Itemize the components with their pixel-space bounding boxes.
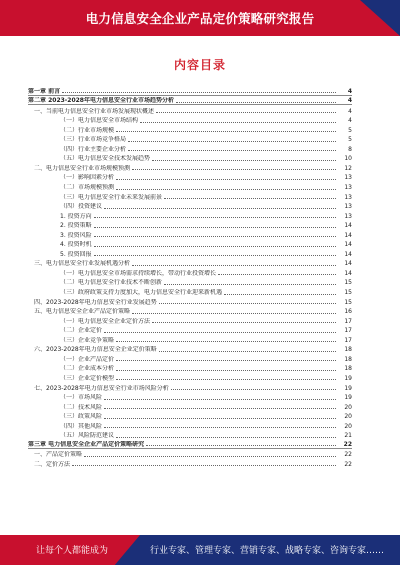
toc-entry-title: （四）其他风险	[60, 422, 103, 430]
toc-entry-title: 4. 投资时机	[60, 241, 92, 249]
toc-entry[interactable]	[28, 201, 352, 211]
toc-page-number: 17	[344, 336, 352, 344]
toc-entry-title: 五、电力信息安全企业产品定价策略	[34, 308, 131, 316]
toc-entry-title: （一）市场风险	[60, 394, 103, 402]
toc-entry-title: （一）企业产品定价	[60, 355, 115, 363]
toc-entry[interactable]	[28, 430, 352, 440]
toc-leader-dots	[94, 246, 336, 247]
toc-entry-title: 七、2023-2028年电力信息安全行业市场风险分析	[34, 384, 169, 392]
toc-entry[interactable]	[28, 363, 352, 373]
toc-entry-title: （一）电力信息安全市场结构	[60, 117, 139, 125]
toc-leader-dots	[218, 274, 336, 275]
toc-entry-title: （二）电力信息安全行业技术不断创新	[60, 279, 163, 287]
toc-leader-dots	[146, 445, 336, 446]
table-of-contents	[28, 86, 352, 468]
toc-page-number: 5	[348, 126, 352, 134]
toc-page-number: 22	[343, 440, 352, 448]
toc-entry-title: （五）电力信息安全技术发展趋势	[60, 155, 151, 163]
toc-page-number: 13	[344, 174, 352, 182]
toc-entry[interactable]	[28, 325, 352, 335]
toc-entry-title: （三）行业市场竞争格局	[60, 136, 127, 144]
toc-entry-title: （一）影响因素分析	[60, 174, 115, 182]
toc-page-number: 14	[344, 222, 352, 230]
footer-slogan: 让每个人都能成为	[36, 546, 109, 556]
toc-entry-title: （一）电力信息安全企业定价方法	[60, 317, 151, 325]
toc-entry-title: （三）企业定价模型	[60, 374, 115, 382]
toc-page-number: 20	[344, 413, 352, 421]
toc-entry[interactable]	[28, 86, 352, 96]
toc-entry-title: 四、2023-2028年电力信息安全行业发展趋势	[34, 298, 157, 306]
toc-leader-dots	[164, 198, 336, 199]
toc-entry-title: （二）企业成本分析	[60, 365, 115, 373]
toc-leader-dots	[116, 370, 336, 371]
toc-entry[interactable]	[28, 315, 352, 325]
toc-leader-dots	[176, 102, 336, 103]
toc-leader-dots	[152, 322, 336, 323]
toc-entry[interactable]	[28, 372, 352, 382]
toc-page-number: 13	[344, 212, 352, 220]
toc-entry[interactable]	[28, 248, 352, 258]
toc-leader-dots	[159, 303, 336, 304]
toc-leader-dots	[104, 427, 336, 428]
toc-entry-title: 2. 投资策略	[60, 222, 92, 230]
toc-page-number: 14	[344, 260, 352, 268]
toc-entry[interactable]	[28, 353, 352, 363]
toc-page-number: 8	[348, 145, 352, 153]
toc-entry[interactable]	[28, 392, 352, 402]
toc-entry[interactable]	[28, 411, 352, 421]
toc-leader-dots	[62, 92, 336, 93]
toc-entry[interactable]	[28, 439, 352, 449]
toc-entry[interactable]	[28, 220, 352, 230]
toc-entry-title: （三）政府政策支持力度加大，电力信息安全行业迎来新机遇	[60, 289, 223, 297]
toc-leader-dots	[156, 112, 336, 113]
toc-entry[interactable]	[28, 239, 352, 249]
toc-page-number: 4	[347, 87, 352, 95]
toc-leader-dots	[128, 141, 336, 142]
toc-entry[interactable]	[28, 210, 352, 220]
toc-entry-title: 第二章 2023-2028年电力信息安全行业市场趋势分析	[28, 97, 174, 105]
toc-page-number: 14	[344, 269, 352, 277]
report-title: 电力信息安全企业产品定价策略研究报告	[85, 11, 315, 26]
toc-page-number: 15	[344, 298, 352, 306]
toc-leader-dots	[94, 227, 336, 228]
toc-page-number: 12	[344, 164, 352, 172]
toc-leader-dots	[159, 351, 336, 352]
toc-page-number: 22	[344, 460, 352, 468]
toc-entry[interactable]	[28, 306, 352, 316]
toc-leader-dots	[72, 465, 336, 466]
toc-entry-title: （四）行业主要企业分析	[60, 145, 127, 153]
toc-leader-dots	[152, 160, 336, 161]
toc-page-number: 4	[348, 117, 352, 125]
toc-entry[interactable]	[28, 334, 352, 344]
toc-page-number: 13	[344, 184, 352, 192]
toc-leader-dots	[140, 122, 336, 123]
toc-entry[interactable]	[28, 153, 352, 163]
toc-entry[interactable]	[28, 344, 352, 354]
toc-leader-dots	[94, 217, 336, 218]
toc-leader-dots	[132, 169, 336, 170]
toc-entry[interactable]	[28, 382, 352, 392]
toc-entry[interactable]	[28, 401, 352, 411]
toc-entry[interactable]	[28, 449, 352, 459]
toc-entry-title: 二、定价方法	[34, 460, 71, 468]
toc-leader-dots	[164, 284, 336, 285]
toc-entry[interactable]	[28, 143, 352, 153]
toc-page-number: 4	[347, 97, 352, 105]
toc-page-number: 17	[344, 327, 352, 335]
toc-entry-title: 第一章 前言	[28, 87, 61, 95]
toc-leader-dots	[224, 294, 336, 295]
toc-entry-title: 5. 投资回报	[60, 250, 92, 258]
toc-leader-dots	[132, 265, 336, 266]
toc-page-number: 10	[344, 155, 352, 163]
toc-leader-dots	[84, 456, 336, 457]
toc-page-number: 20	[344, 422, 352, 430]
toc-entry-title: （三）电力信息安全行业未来发展前景	[60, 193, 163, 201]
toc-page-number: 5	[348, 136, 352, 144]
toc-leader-dots	[116, 360, 336, 361]
toc-page-number: 18	[344, 346, 352, 354]
toc-page-number: 4	[348, 107, 352, 115]
toc-leader-dots	[171, 389, 336, 390]
toc-page-number: 13	[344, 193, 352, 201]
toc-entry[interactable]	[28, 172, 352, 182]
toc-leader-dots	[104, 208, 336, 209]
toc-entry[interactable]	[28, 286, 352, 296]
toc-page-number: 13	[344, 203, 352, 211]
toc-entry[interactable]	[28, 191, 352, 201]
toc-leader-dots	[116, 437, 336, 438]
toc-page-number: 14	[344, 231, 352, 239]
toc-entry-title: 一、当前电力信息安全行业市场发展现状概述	[34, 107, 155, 115]
toc-entry-title: （二）行业市场规模	[60, 126, 115, 134]
toc-entry-title: （二）市场规模预测	[60, 184, 115, 192]
toc-page-number: 16	[344, 308, 352, 316]
toc-entry[interactable]	[28, 105, 352, 115]
toc-entry[interactable]	[28, 258, 352, 268]
toc-entry[interactable]	[28, 162, 352, 172]
toc-entry[interactable]	[28, 96, 352, 106]
toc-page-number: 19	[344, 394, 352, 402]
toc-leader-dots	[132, 313, 336, 314]
toc-entry-title: （三）企业竞争策略	[60, 336, 115, 344]
toc-leader-dots	[116, 189, 336, 190]
toc-entry-title: （一）电力信息安全市场需求持续增长，带动行业投资增长	[60, 269, 217, 277]
toc-page-number: 14	[344, 250, 352, 258]
toc-entry[interactable]	[28, 420, 352, 430]
page-footer	[0, 535, 400, 565]
toc-leader-dots	[116, 341, 336, 342]
toc-page-number: 21	[344, 432, 352, 440]
toc-leader-dots	[104, 418, 336, 419]
toc-entry[interactable]	[28, 181, 352, 191]
toc-entry-title: 1. 投资方向	[60, 212, 92, 220]
toc-leader-dots	[116, 379, 336, 380]
toc-page-number: 15	[344, 279, 352, 287]
toc-entry[interactable]	[28, 458, 352, 468]
toc-page-number: 14	[344, 241, 352, 249]
toc-leader-dots	[104, 399, 336, 400]
toc-entry-title: （三）政策风险	[60, 413, 103, 421]
toc-entry[interactable]	[28, 134, 352, 144]
toc-entry-title: 一、产品定价策略	[34, 451, 83, 459]
toc-page-number: 15	[344, 289, 352, 297]
toc-leader-dots	[116, 131, 336, 132]
toc-page-number: 20	[344, 403, 352, 411]
toc-entry-title: （四）投资建议	[60, 203, 103, 211]
toc-entry[interactable]	[28, 277, 352, 287]
toc-page-number: 18	[344, 365, 352, 373]
toc-page-number: 18	[344, 355, 352, 363]
footer-roles: 行业专家、管理专家、营销专家、战略专家、咨询专家……	[150, 546, 385, 556]
toc-entry-title: （二）技术风险	[60, 403, 103, 411]
toc-entry-title: 六、2023-2028年电力信息安全企业定价策略	[34, 346, 157, 354]
toc-page-number: 22	[344, 451, 352, 459]
toc-leader-dots	[94, 255, 336, 256]
page-header	[0, 0, 400, 36]
toc-entry-title: 三、电力信息安全行业发展机遇分析	[34, 260, 131, 268]
toc-page-number: 17	[344, 317, 352, 325]
toc-entry[interactable]	[28, 229, 352, 239]
toc-leader-dots	[128, 150, 336, 151]
toc-leader-dots	[116, 179, 336, 180]
toc-leader-dots	[104, 408, 336, 409]
toc-page-number: 19	[344, 374, 352, 382]
toc-entry[interactable]	[28, 115, 352, 125]
toc-leader-dots	[94, 236, 336, 237]
toc-entry[interactable]	[28, 267, 352, 277]
toc-entry[interactable]	[28, 124, 352, 134]
toc-entry-title: （二）企业定价	[60, 327, 103, 335]
toc-entry-title: 3. 投资风险	[60, 231, 92, 239]
toc-leader-dots	[104, 332, 336, 333]
toc-entry-title: （五）风险防范建议	[60, 432, 115, 440]
toc-heading: 内容目录	[173, 58, 226, 72]
toc-entry-title: 二、电力信息安全行业市场规模预测	[34, 164, 131, 172]
toc-entry[interactable]	[28, 296, 352, 306]
toc-entry-title: 第三章 电力信息安全企业产品定价策略研究	[28, 440, 145, 448]
toc-page-number: 19	[344, 384, 352, 392]
